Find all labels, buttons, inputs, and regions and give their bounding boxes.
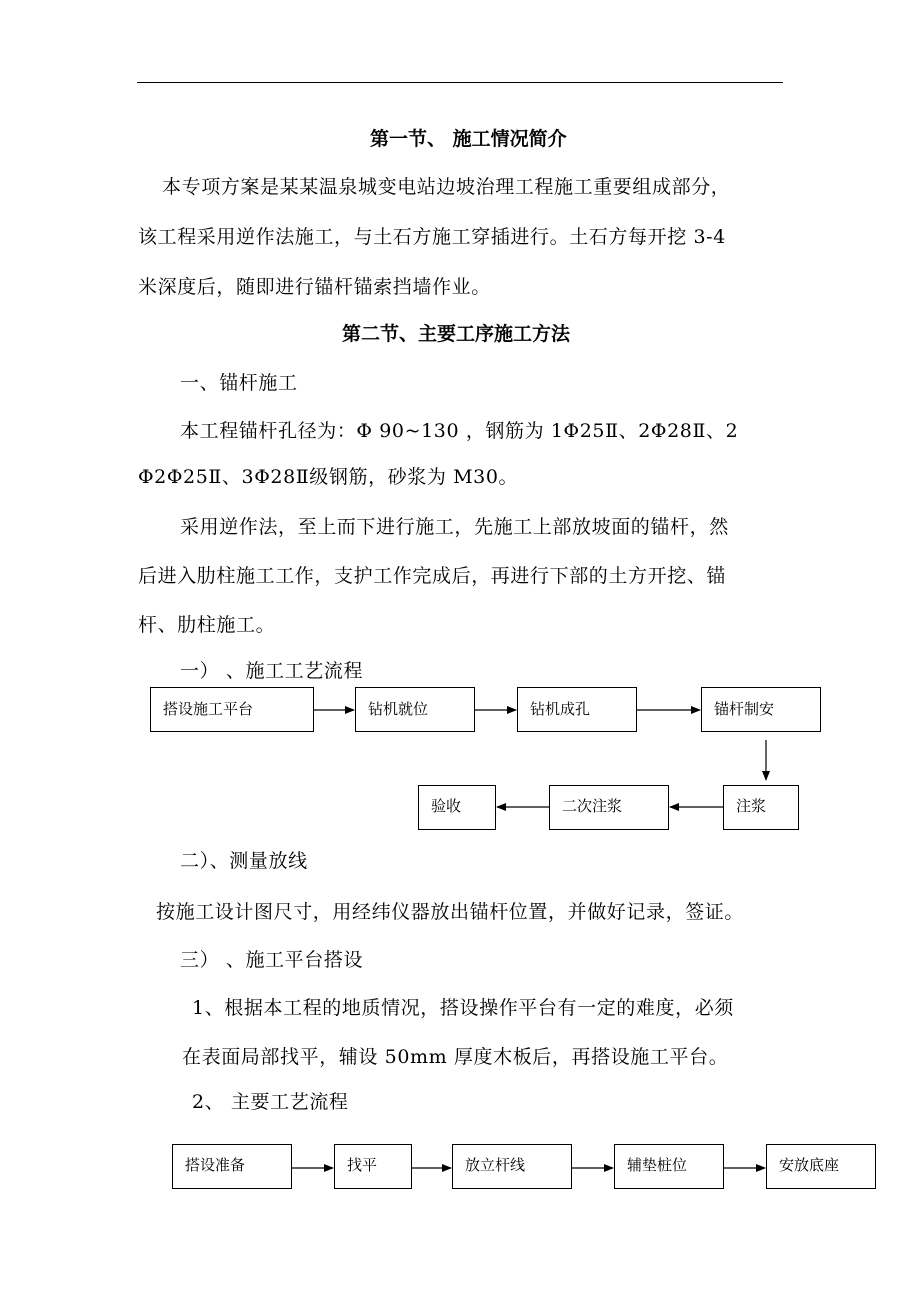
section1-title: 第一节、 施工情况简介 [370,128,567,150]
anchor-spec-line-1: 本工程锚杆孔径为：Φ 90~130 ，钢筋为 1Φ25Ⅱ、2Φ28Ⅱ、2 [180,420,739,442]
platform-line-2: 在表面局部找平，辅设 50mm 厚度木板后，再搭设施工平台。 [182,1046,729,1068]
flow1-step-drill-position: 钻机就位 [355,687,475,732]
sub-process-title: 一） 、施工工艺流程 [180,660,364,682]
flow2-step-pole-line: 放立杆线 [452,1144,572,1189]
method-line-1: 采用逆作法，至上而下进行施工，先施工上部放坡面的锚杆，然 [180,516,729,538]
section1-line-2: 该工程采用逆作法施工，与土石方施工穿插进行。土石方每开挖 3-4 [138,226,726,248]
section1-line-1: 本专项方案是某某温泉城变电站边坡治理工程施工重要组成部分， [162,176,731,198]
flow1-step-anchor-install: 锚杆制安 [701,687,821,732]
flow1-step-drill-hole: 钻机成孔 [517,687,637,732]
flow1-step-grouting: 注浆 [723,785,799,830]
anchor-spec-line-2: Φ2Φ25Ⅱ、3Φ28Ⅱ级钢筋，砂浆为 M30。 [138,466,519,488]
flow2-step-leveling: 找平 [334,1144,412,1189]
flow2-step-pile-pad: 辅垫桩位 [614,1144,724,1189]
flow1-step-platform: 搭设施工平台 [150,687,314,732]
section2-title: 第二节、主要工序施工方法 [342,323,571,345]
platform-line-1: 1、根据本工程的地质情况，搭设操作平台有一定的难度，必须 [192,997,734,1019]
method-line-2: 后进入肋柱施工工作，支护工作完成后，再进行下部的土方开挖、锚 [138,565,727,587]
flow2-step-base: 安放底座 [766,1144,876,1189]
sub-main-process-title: 2、 主要工艺流程 [192,1091,349,1113]
flow1-step-secondary-grouting: 二次注浆 [549,785,669,830]
section1-line-3: 米深度后，随即进行锚杆锚索挡墙作业。 [138,276,491,298]
method-line-3: 杆、肋柱施工。 [138,614,276,636]
survey-text: 按施工设计图尺寸，用经纬仪器放出锚杆位置，并做好记录，签证。 [156,901,745,923]
sub-anchor-title: 一、锚杆施工 [180,372,298,394]
flow2-step-prepare: 搭设准备 [172,1144,292,1189]
sub-survey-title: 二）、测量放线 [180,850,308,872]
flow1-step-acceptance: 验收 [418,785,496,830]
sub-platform-title: 三） 、施工平台搭设 [180,949,364,971]
